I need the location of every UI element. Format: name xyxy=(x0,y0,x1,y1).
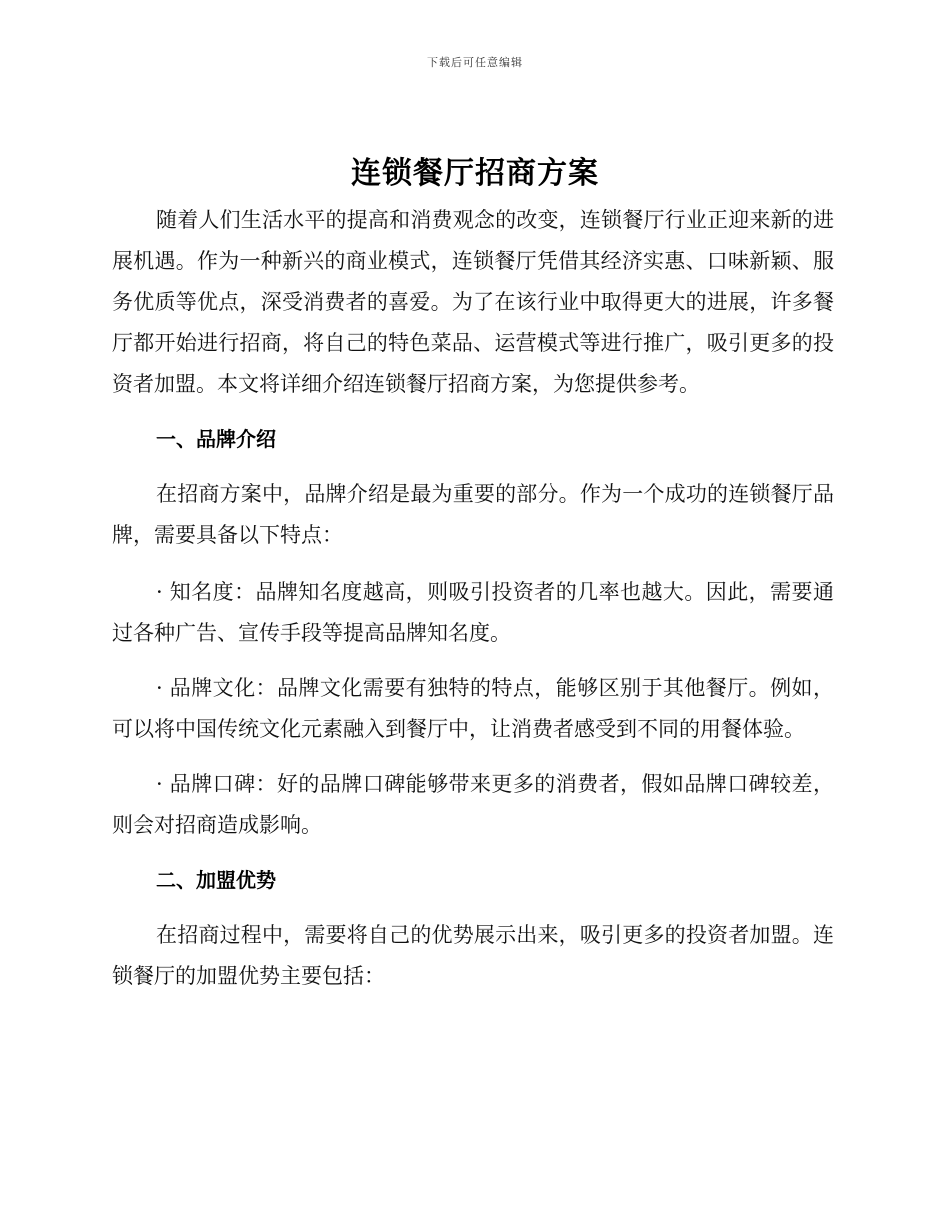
bullet-awareness: · 知名度：品牌知名度越高，则吸引投资者的几率也越大。因此，需要通过各种广告、宣传手段等提高品牌知名度。 xyxy=(112,580,834,645)
document-body xyxy=(112,200,834,997)
document-title: 连锁餐厅招商方案 xyxy=(351,156,599,191)
section-heading-franchise: 二、加盟优势 xyxy=(156,868,276,892)
header-note: 下载后可任意编辑 xyxy=(427,56,523,69)
section-lead-brand: 在招商方案中，品牌介绍是最为重要的部分。作为一个成功的连锁餐厅品牌，需要具备以下特点： xyxy=(112,482,834,547)
bullet-brand-culture: · 品牌文化：品牌文化需要有独特的特点，能够区别于其他餐厅。例如，可以将中国传统文化元素融入到餐厅中，让消费者感受到不同的用餐体验。 xyxy=(112,676,834,741)
bullet-brand-reputation: · 品牌口碑：好的品牌口碑能够带来更多的消费者，假如品牌口碑较差，则会对招商造成影响。 xyxy=(112,772,834,837)
section-lead-franchise: 在招商过程中，需要将自己的优势展示出来，吸引更多的投资者加盟。连锁餐厅的加盟优势主要包括： xyxy=(112,923,834,988)
intro-paragraph: 随着人们生活水平的提高和消费观念的改变，连锁餐厅行业正迎来新的进展机遇。作为一种新兴的商业模式，连锁餐厅凭借其经济实惠、口味新颖、服务优质等优点，深受消费者的喜爱。为了在该行业中取得更大的进展，许多餐厅都开始进行招商，将自己的特色菜品、运营模式等进行推广，吸引更多的投资者加盟。本文将详细介绍连锁餐厅招商方案，为您提供参考。 xyxy=(112,208,834,396)
section-heading-brand: 一、品牌介绍 xyxy=(156,427,276,451)
